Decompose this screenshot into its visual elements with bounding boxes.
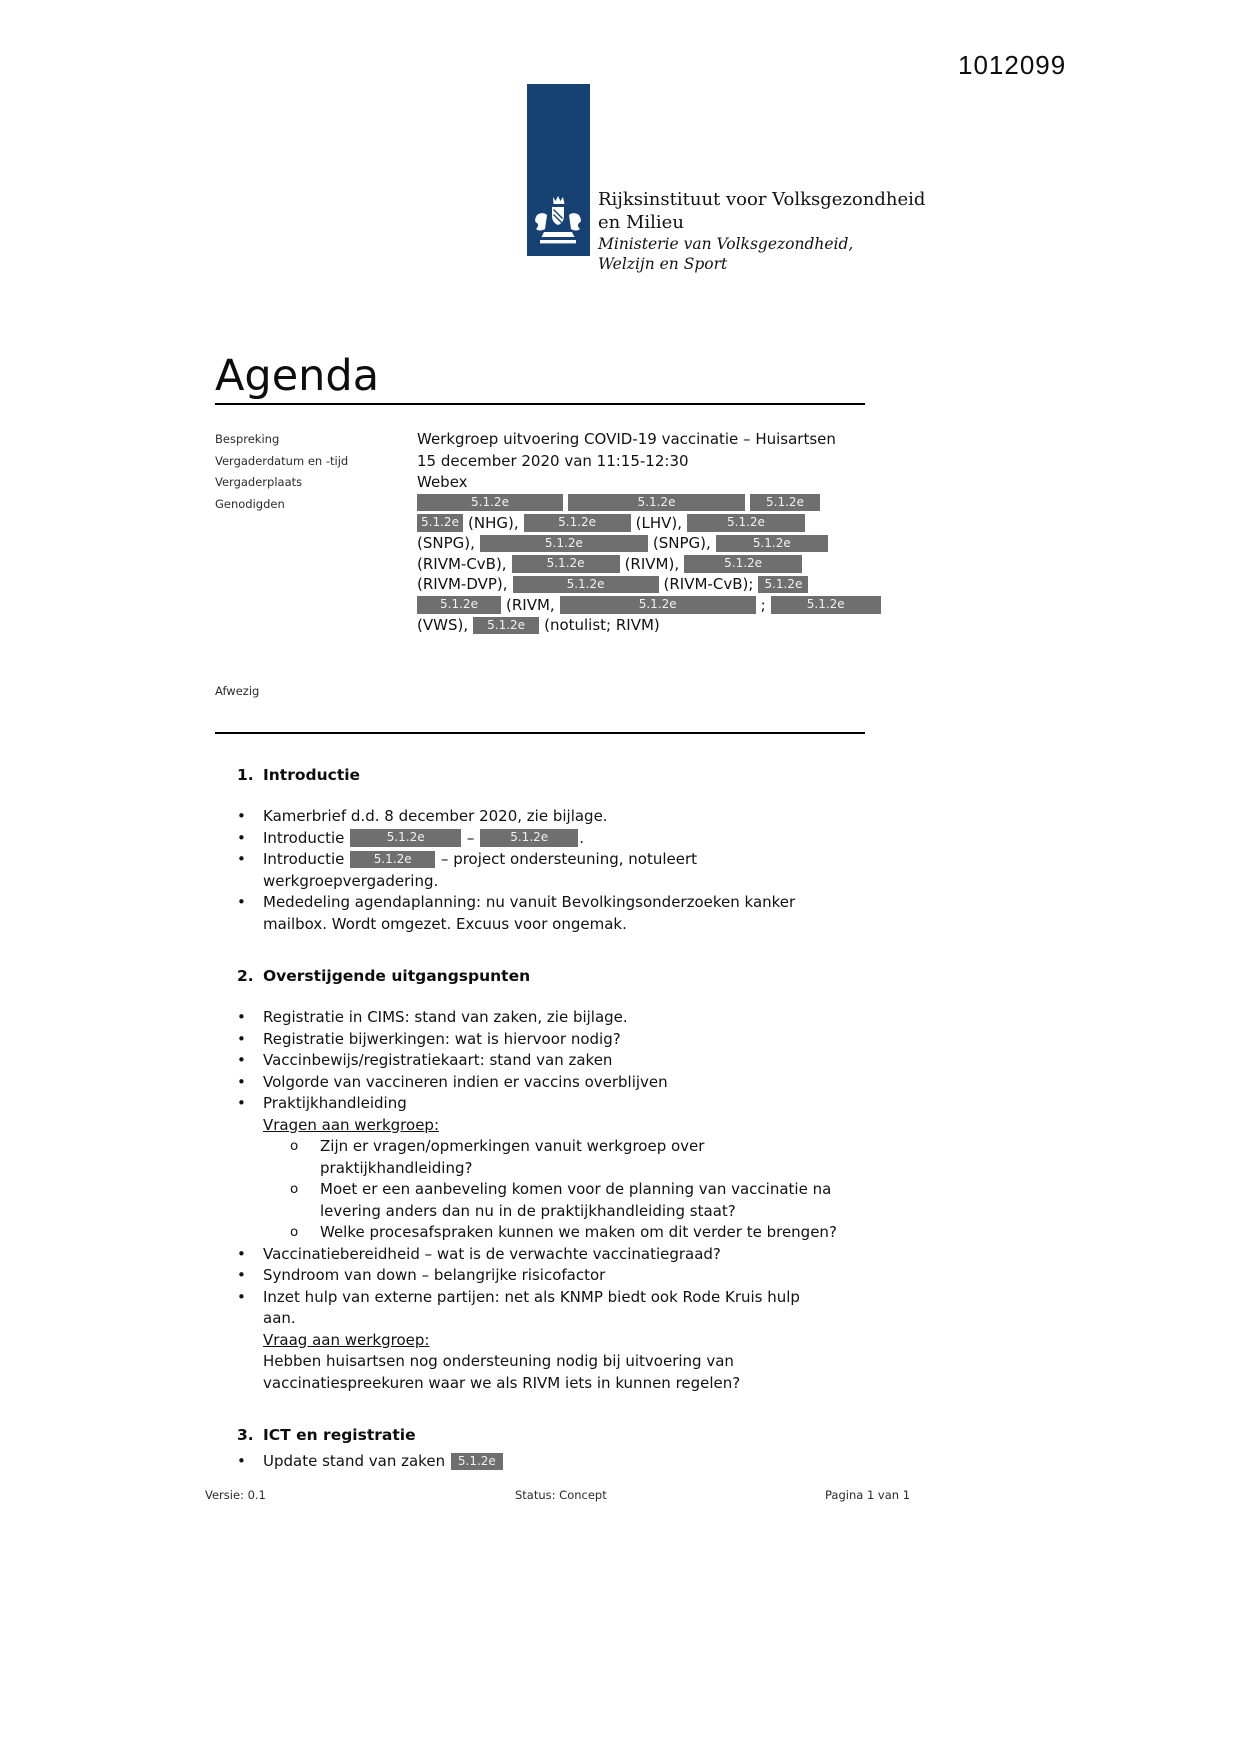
genodigden-line [417, 596, 881, 614]
genodigden-list [417, 494, 881, 638]
footer-status: Status: Concept [515, 1488, 607, 1502]
section-heading [215, 764, 875, 786]
section-number: 2. [237, 967, 254, 985]
text-segment: mailbox. Wordt omgezet. Excuus voor ongemak. [263, 914, 627, 933]
text-segment: Zijn er vragen/opmerkingen vanuit werkgroep over [320, 1137, 705, 1155]
item-text [320, 1222, 837, 1244]
agenda-item [237, 1050, 875, 1072]
text-segment: levering anders dan nu in de praktijkhandleiding staat? [320, 1201, 736, 1220]
bullet-marker: • [237, 1452, 246, 1470]
text-segment: Registratie bijwerkingen: wat is hiervoor nodig? [263, 1029, 621, 1048]
text-segment: (RIVM-CvB), [417, 554, 507, 573]
item-text [263, 1115, 439, 1137]
item-text [263, 1072, 668, 1094]
text-segment: Mededeling agendaplanning: nu vanuit Bevolkingsonderzoeken kanker [263, 893, 796, 911]
redaction-box: 5.1.2e [417, 514, 463, 532]
redaction-box: 5.1.2e [417, 596, 501, 614]
item-text [320, 1136, 704, 1179]
text-segment: . [579, 828, 584, 847]
meta-label: Vergaderplaats [215, 475, 303, 489]
agenda-item [237, 1093, 875, 1115]
item-text [263, 1029, 621, 1051]
item-text [320, 1179, 831, 1222]
genodigden-line [417, 514, 881, 532]
meta-label: Bespreking [215, 432, 280, 446]
text-segment: (notulist; RIVM) [544, 616, 660, 635]
bullet-marker: • [237, 850, 246, 868]
genodigden-line [417, 535, 881, 553]
org-name-line1: Rijksinstituut voor Volksgezondheid [598, 189, 926, 210]
redaction-box: 5.1.2e [524, 514, 631, 532]
redaction-box: 5.1.2e [350, 829, 461, 847]
text-segment: Inzet hulp van externe partijen: net als KNMP biedt ook Rode Kruis hulp [263, 1287, 800, 1306]
section-title: Introductie [263, 766, 361, 784]
text-segment: (LHV), [635, 513, 682, 532]
item-text [263, 1330, 429, 1352]
bullet-marker: • [237, 1266, 246, 1284]
agenda-section [215, 764, 875, 935]
meta-row-vergaderdatum [215, 451, 875, 473]
text-segment: aan. [263, 1309, 296, 1327]
text-segment: Vaccinatiebereidheid – wat is de verwachte vaccinatiegraad? [263, 1244, 721, 1263]
page-footer [0, 1488, 1241, 1508]
text-segment: (SNPG), [652, 534, 711, 553]
redaction-box: 5.1.2e [758, 576, 808, 594]
footer-version: Versie: 0.1 [205, 1488, 266, 1502]
text-segment: (NHG), [468, 513, 519, 532]
item-text [263, 1244, 721, 1266]
text-segment: Moet er een aanbeveling komen voor de planning van vaccinatie na [320, 1180, 832, 1198]
agenda-item [263, 1115, 875, 1137]
section-title: ICT en registratie [263, 1426, 416, 1444]
item-text [263, 1050, 612, 1072]
agenda-item [237, 1265, 875, 1287]
text-segment: Registratie in CIMS: stand van zaken, zie bijlage. [263, 1008, 628, 1026]
bullet-marker: • [237, 1094, 246, 1112]
text-segment: vaccinatiespreekuren waar we als RIVM iets in kunnen regelen? [263, 1373, 741, 1392]
item-text [263, 1351, 740, 1394]
text-segment: Welke procesafspraken kunnen we maken om dit verder te brengen? [320, 1223, 837, 1241]
text-segment: Kamerbrief d.d. 8 december 2020, zie bijlage. [263, 807, 608, 825]
redaction-box: 5.1.2e [480, 829, 578, 847]
genodigden-line [417, 576, 881, 594]
coat-of-arms-icon [531, 193, 585, 251]
redaction-box: 5.1.2e [512, 555, 620, 573]
agenda-item [237, 1029, 875, 1051]
redaction-box: 5.1.2e [568, 494, 745, 512]
agenda-item [263, 1330, 875, 1352]
agenda-item [237, 1072, 875, 1094]
agenda-item [237, 828, 875, 850]
meta-label: Vergaderdatum en -tijd [215, 453, 349, 468]
rivm-logo-bar [527, 84, 590, 256]
rivm-wordmark [598, 188, 925, 274]
bullet-marker: • [237, 1287, 246, 1306]
text-segment: (SNPG), [417, 534, 475, 553]
meta-row-bespreking [215, 429, 875, 451]
agenda-item [290, 1136, 875, 1179]
genodigden-line [417, 555, 881, 573]
bullet-marker: • [237, 828, 246, 847]
item-text [263, 806, 608, 828]
bullet-marker: • [237, 1244, 246, 1263]
text-segment: Volgorde van vaccineren indien er vaccins overblijven [263, 1072, 668, 1091]
bullet-marker: • [237, 807, 246, 825]
agenda-section [215, 1424, 875, 1473]
meta-value: Werkgroep uitvoering COVID-19 vaccinatie – Huisartsen [417, 430, 836, 448]
agenda-item [237, 892, 875, 935]
agenda-item [237, 806, 875, 828]
text-segment: Praktijkhandleiding [263, 1094, 407, 1112]
section-heading [215, 965, 875, 987]
title-rule [215, 403, 865, 405]
text-segment: ; [760, 595, 766, 614]
agenda-item [290, 1222, 875, 1244]
circle-marker: o [290, 1138, 299, 1154]
meta-label: Genodigden [215, 496, 285, 511]
text-segment: Syndroom van down – belangrijke risicofactor [263, 1266, 606, 1284]
text-segment: (VWS), [417, 616, 469, 635]
agenda-item [237, 1451, 875, 1473]
text-segment: Introductie [263, 850, 350, 868]
item-text [263, 892, 795, 935]
text-segment: Hebben huisartsen nog ondersteuning nodig bij uitvoering van [263, 1352, 734, 1370]
redaction-box: 5.1.2e [350, 851, 435, 869]
item-text [263, 1093, 407, 1115]
meta-row-vergaderplaats [215, 472, 875, 494]
bullet-marker: • [237, 1029, 246, 1048]
org-name-line2: en Milieu [598, 212, 684, 233]
redaction-box: 5.1.2e [771, 596, 881, 614]
bullet-marker: • [237, 1072, 246, 1091]
text-segment: (RIVM-DVP), [417, 575, 508, 594]
footer-page: Pagina 1 van 1 [825, 1488, 911, 1502]
meta-row-afwezig [215, 681, 875, 702]
bullet-marker: • [237, 1051, 246, 1069]
redaction-box: 5.1.2e [560, 596, 756, 614]
text-segment: – project ondersteuning, notuleert [436, 850, 698, 868]
section-number: 1. [237, 766, 254, 784]
bullet-marker: • [237, 1008, 246, 1026]
page-title: Agenda [215, 351, 380, 401]
text-segment: Introductie [263, 828, 350, 847]
text-segment: Vaccinbewijs/registratiekaart: stand van zaken [263, 1051, 613, 1069]
meta-value: 15 december 2020 van 11:15-12:30 [417, 451, 689, 470]
redaction-box: 5.1.2e [417, 494, 563, 512]
agenda-item [237, 1287, 875, 1330]
text-segment: Vraag aan werkgroep: [263, 1330, 430, 1349]
item-text [263, 1451, 504, 1473]
genodigden-line [417, 494, 881, 512]
item-text [263, 1007, 628, 1029]
agenda-section [215, 965, 875, 1394]
redaction-box: 5.1.2e [480, 535, 648, 553]
text-segment: werkgroepvergadering. [263, 871, 439, 890]
agenda-item [237, 1007, 875, 1029]
section-title: Overstijgende uitgangspunten [263, 967, 531, 985]
circle-marker: o [290, 1181, 299, 1197]
redaction-box: 5.1.2e [451, 1453, 503, 1471]
agenda-item [263, 1351, 875, 1394]
meeting-metadata [215, 429, 875, 702]
section-heading [215, 1424, 875, 1446]
agenda-sections [215, 764, 875, 1473]
agenda-item [290, 1179, 875, 1222]
redaction-box: 5.1.2e [513, 576, 659, 594]
redaction-box: 5.1.2e [716, 535, 828, 553]
ministry-line2: Welzijn en Sport [598, 255, 728, 273]
genodigden-line [417, 617, 881, 635]
bullet-marker: • [237, 893, 246, 911]
item-text [263, 849, 697, 892]
text-segment: – [462, 828, 480, 847]
text-segment: (RIVM), [624, 554, 680, 573]
redaction-box: 5.1.2e [750, 494, 820, 512]
text-segment: praktijkhandleiding? [320, 1158, 473, 1177]
document-number: 1012099 [958, 50, 1067, 80]
circle-marker: o [290, 1224, 299, 1240]
meta-value: Webex [417, 473, 468, 491]
section-number: 3. [237, 1426, 254, 1444]
section-divider [215, 732, 865, 734]
content-column [215, 352, 875, 1473]
text-segment: (RIVM, [506, 595, 555, 614]
ministry-line1: Ministerie van Volksgezondheid, [598, 235, 854, 253]
agenda-item [237, 1244, 875, 1266]
item-text [263, 1265, 605, 1287]
redaction-box: 5.1.2e [684, 555, 802, 573]
text-segment: Vragen aan werkgroep: [263, 1115, 439, 1134]
meta-label: Afwezig [215, 684, 260, 698]
agenda-item [237, 849, 875, 892]
redaction-box: 5.1.2e [473, 617, 539, 635]
meta-row-genodigden [215, 494, 875, 638]
redaction-box: 5.1.2e [687, 514, 805, 532]
item-text [263, 828, 584, 850]
text-segment: (RIVM-CvB); [663, 575, 754, 594]
text-segment: Update stand van zaken [263, 1452, 450, 1470]
item-text [263, 1287, 800, 1330]
